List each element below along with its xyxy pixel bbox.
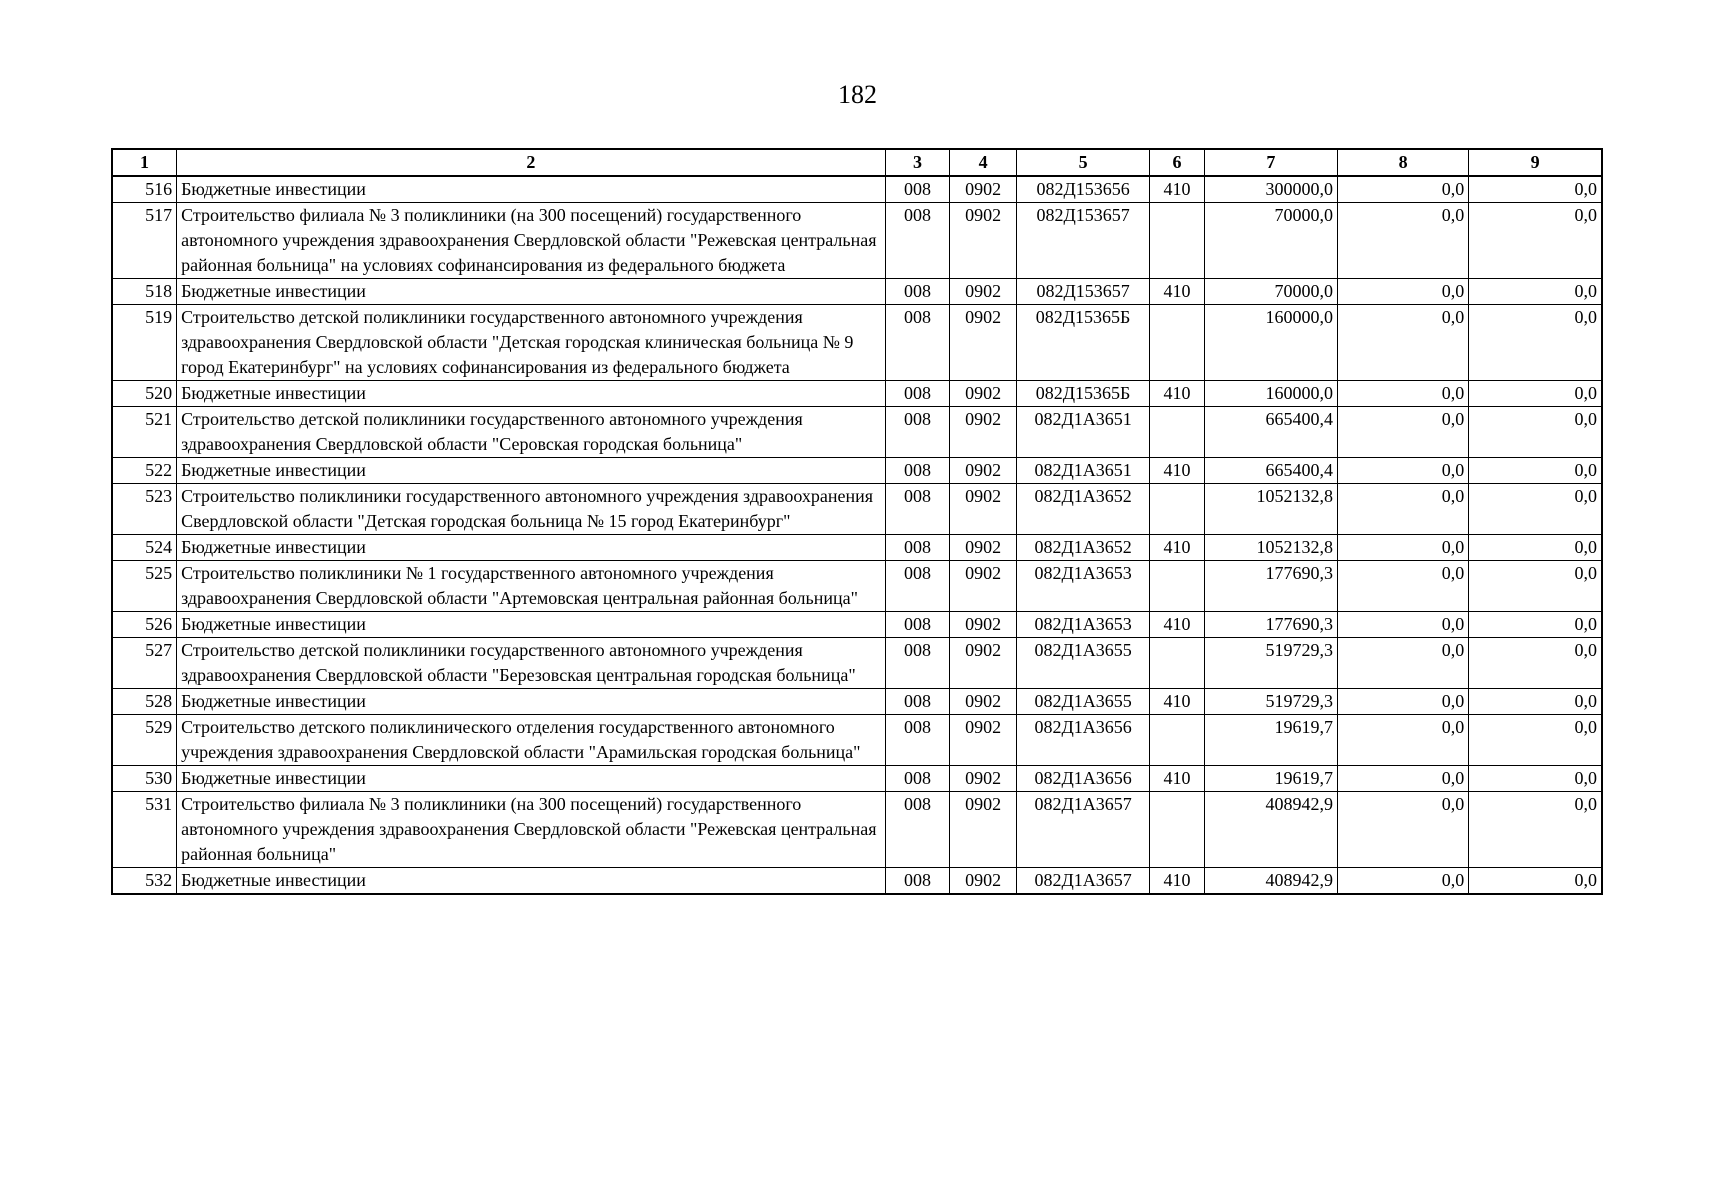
row-name: Бюджетные инвестиции xyxy=(177,868,886,895)
row-number: 523 xyxy=(112,484,177,535)
row-col-6: 410 xyxy=(1150,279,1205,305)
row-name: Бюджетные инвестиции xyxy=(177,689,886,715)
row-col-7: 70000,0 xyxy=(1204,203,1337,279)
row-col-4: 0902 xyxy=(950,792,1017,868)
row-col-9: 0,0 xyxy=(1469,766,1602,792)
row-col-3: 008 xyxy=(885,561,950,612)
row-col-8: 0,0 xyxy=(1337,305,1468,381)
row-col-9: 0,0 xyxy=(1469,868,1602,895)
table-row xyxy=(112,868,1602,895)
row-name: Бюджетные инвестиции xyxy=(177,535,886,561)
row-name: Бюджетные инвестиции xyxy=(177,458,886,484)
row-col-3: 008 xyxy=(885,535,950,561)
row-name: Строительство детской поликлиники государственного автономного учреждения здравоохранения Свердловской области "Березовская центральная городская больница" xyxy=(177,638,886,689)
row-col-7: 300000,0 xyxy=(1204,176,1337,203)
row-col-5: 082Д1А3656 xyxy=(1016,766,1149,792)
row-number: 528 xyxy=(112,689,177,715)
row-col-3: 008 xyxy=(885,766,950,792)
table-row xyxy=(112,203,1602,279)
row-col-9: 0,0 xyxy=(1469,792,1602,868)
row-col-8: 0,0 xyxy=(1337,868,1468,895)
row-col-8: 0,0 xyxy=(1337,407,1468,458)
row-name: Бюджетные инвестиции xyxy=(177,381,886,407)
row-col-4: 0902 xyxy=(950,203,1017,279)
row-col-7: 70000,0 xyxy=(1204,279,1337,305)
row-name: Строительство детской поликлиники государственного автономного учреждения здравоохранения Свердловской области "Детская городская клиническая больница № 9 город Екатеринбург" на условиях софинансирования из федерального бюджета xyxy=(177,305,886,381)
table-row xyxy=(112,535,1602,561)
row-number: 520 xyxy=(112,381,177,407)
row-col-8: 0,0 xyxy=(1337,203,1468,279)
row-col-4: 0902 xyxy=(950,279,1017,305)
row-col-8: 0,0 xyxy=(1337,561,1468,612)
row-col-6 xyxy=(1150,203,1205,279)
row-col-7: 408942,9 xyxy=(1204,868,1337,895)
table-row xyxy=(112,407,1602,458)
row-number: 519 xyxy=(112,305,177,381)
header-col-5: 5 xyxy=(1016,149,1149,176)
row-col-5: 082Д1А3652 xyxy=(1016,535,1149,561)
row-col-5: 082Д1А3656 xyxy=(1016,715,1149,766)
row-name: Строительство филиала № 3 поликлиники (на 300 посещений) государственного автономного учреждения здравоохранения Свердловской области "Режевская центральная районная больница" на условиях софинансирования из федерального бюджета xyxy=(177,203,886,279)
row-name: Строительство филиала № 3 поликлиники (на 300 посещений) государственного автономного учреждения здравоохранения Свердловской области "Режевская центральная районная больница" xyxy=(177,792,886,868)
row-col-4: 0902 xyxy=(950,868,1017,895)
row-name: Бюджетные инвестиции xyxy=(177,279,886,305)
row-col-3: 008 xyxy=(885,203,950,279)
header-col-7: 7 xyxy=(1204,149,1337,176)
row-col-8: 0,0 xyxy=(1337,535,1468,561)
header-col-2: 2 xyxy=(177,149,886,176)
row-col-8: 0,0 xyxy=(1337,176,1468,203)
table-row xyxy=(112,279,1602,305)
table-row xyxy=(112,612,1602,638)
row-col-6: 410 xyxy=(1150,535,1205,561)
table-row xyxy=(112,176,1602,203)
row-col-6: 410 xyxy=(1150,458,1205,484)
row-number: 530 xyxy=(112,766,177,792)
row-number: 525 xyxy=(112,561,177,612)
row-col-9: 0,0 xyxy=(1469,612,1602,638)
row-col-9: 0,0 xyxy=(1469,203,1602,279)
row-col-9: 0,0 xyxy=(1469,176,1602,203)
row-col-5: 082Д1А3657 xyxy=(1016,792,1149,868)
row-col-7: 1052132,8 xyxy=(1204,535,1337,561)
row-col-8: 0,0 xyxy=(1337,381,1468,407)
row-col-8: 0,0 xyxy=(1337,689,1468,715)
row-col-9: 0,0 xyxy=(1469,689,1602,715)
row-col-6: 410 xyxy=(1150,868,1205,895)
row-number: 527 xyxy=(112,638,177,689)
row-col-6 xyxy=(1150,561,1205,612)
row-col-8: 0,0 xyxy=(1337,484,1468,535)
row-name: Строительство детского поликлинического отделения государственного автономного учреждения здравоохранения Свердловской области "Арамильская городская больница" xyxy=(177,715,886,766)
row-number: 521 xyxy=(112,407,177,458)
row-col-3: 008 xyxy=(885,612,950,638)
row-col-8: 0,0 xyxy=(1337,766,1468,792)
row-col-4: 0902 xyxy=(950,535,1017,561)
row-col-3: 008 xyxy=(885,458,950,484)
row-col-5: 082Д1А3653 xyxy=(1016,561,1149,612)
row-col-6 xyxy=(1150,484,1205,535)
row-number: 522 xyxy=(112,458,177,484)
row-col-6: 410 xyxy=(1150,381,1205,407)
row-col-4: 0902 xyxy=(950,484,1017,535)
row-col-4: 0902 xyxy=(950,561,1017,612)
row-col-4: 0902 xyxy=(950,407,1017,458)
row-col-5: 082Д1А3651 xyxy=(1016,407,1149,458)
header-col-8: 8 xyxy=(1337,149,1468,176)
budget-table xyxy=(111,148,1603,895)
row-col-3: 008 xyxy=(885,792,950,868)
row-col-8: 0,0 xyxy=(1337,715,1468,766)
row-name: Строительство детской поликлиники государственного автономного учреждения здравоохранения Свердловской области "Серовская городская больница" xyxy=(177,407,886,458)
row-col-5: 082Д153656 xyxy=(1016,176,1149,203)
row-col-9: 0,0 xyxy=(1469,535,1602,561)
table-row xyxy=(112,792,1602,868)
row-col-8: 0,0 xyxy=(1337,279,1468,305)
row-number: 517 xyxy=(112,203,177,279)
row-name: Бюджетные инвестиции xyxy=(177,766,886,792)
row-col-7: 160000,0 xyxy=(1204,305,1337,381)
row-col-9: 0,0 xyxy=(1469,279,1602,305)
row-col-4: 0902 xyxy=(950,458,1017,484)
row-col-6 xyxy=(1150,715,1205,766)
row-col-4: 0902 xyxy=(950,638,1017,689)
row-col-3: 008 xyxy=(885,715,950,766)
row-col-3: 008 xyxy=(885,484,950,535)
row-col-6: 410 xyxy=(1150,766,1205,792)
row-col-3: 008 xyxy=(885,381,950,407)
row-col-3: 008 xyxy=(885,689,950,715)
table-row xyxy=(112,458,1602,484)
row-col-9: 0,0 xyxy=(1469,715,1602,766)
row-name: Строительство поликлиники № 1 государственного автономного учреждения здравоохранения Свердловской области "Артемовская центральная районная больница" xyxy=(177,561,886,612)
row-col-4: 0902 xyxy=(950,381,1017,407)
row-col-7: 177690,3 xyxy=(1204,561,1337,612)
table-row xyxy=(112,484,1602,535)
header-col-4: 4 xyxy=(950,149,1017,176)
row-col-9: 0,0 xyxy=(1469,561,1602,612)
row-col-3: 008 xyxy=(885,176,950,203)
header-col-3: 3 xyxy=(885,149,950,176)
row-col-4: 0902 xyxy=(950,715,1017,766)
row-col-3: 008 xyxy=(885,638,950,689)
table-row xyxy=(112,689,1602,715)
row-col-5: 082Д153657 xyxy=(1016,279,1149,305)
table-row xyxy=(112,561,1602,612)
row-number: 516 xyxy=(112,176,177,203)
table-row xyxy=(112,381,1602,407)
row-col-4: 0902 xyxy=(950,612,1017,638)
row-number: 532 xyxy=(112,868,177,895)
row-col-8: 0,0 xyxy=(1337,638,1468,689)
row-col-4: 0902 xyxy=(950,766,1017,792)
row-col-5: 082Д1А3652 xyxy=(1016,484,1149,535)
row-col-9: 0,0 xyxy=(1469,484,1602,535)
row-number: 526 xyxy=(112,612,177,638)
row-name: Бюджетные инвестиции xyxy=(177,176,886,203)
row-col-7: 408942,9 xyxy=(1204,792,1337,868)
header-col-9: 9 xyxy=(1469,149,1602,176)
row-name: Строительство поликлиники государственного автономного учреждения здравоохранения Свердловской области "Детская городская больница № 15 город Екатеринбург" xyxy=(177,484,886,535)
row-col-5: 082Д1А3657 xyxy=(1016,868,1149,895)
row-col-8: 0,0 xyxy=(1337,458,1468,484)
row-number: 518 xyxy=(112,279,177,305)
row-col-6 xyxy=(1150,638,1205,689)
row-col-6: 410 xyxy=(1150,689,1205,715)
row-col-9: 0,0 xyxy=(1469,381,1602,407)
table-row xyxy=(112,638,1602,689)
row-number: 524 xyxy=(112,535,177,561)
row-col-3: 008 xyxy=(885,305,950,381)
row-col-4: 0902 xyxy=(950,305,1017,381)
table-row xyxy=(112,715,1602,766)
table-header-row xyxy=(112,149,1602,176)
row-col-7: 1052132,8 xyxy=(1204,484,1337,535)
row-col-7: 19619,7 xyxy=(1204,715,1337,766)
row-col-4: 0902 xyxy=(950,689,1017,715)
row-col-6: 410 xyxy=(1150,612,1205,638)
row-col-7: 519729,3 xyxy=(1204,689,1337,715)
page-number: 182 xyxy=(838,80,877,109)
row-col-7: 160000,0 xyxy=(1204,381,1337,407)
row-col-9: 0,0 xyxy=(1469,638,1602,689)
row-col-7: 665400,4 xyxy=(1204,407,1337,458)
table-row xyxy=(112,305,1602,381)
row-number: 531 xyxy=(112,792,177,868)
row-col-6: 410 xyxy=(1150,176,1205,203)
row-col-6 xyxy=(1150,407,1205,458)
row-col-7: 665400,4 xyxy=(1204,458,1337,484)
row-col-5: 082Д1А3651 xyxy=(1016,458,1149,484)
header-col-1: 1 xyxy=(112,149,177,176)
row-col-3: 008 xyxy=(885,279,950,305)
row-col-8: 0,0 xyxy=(1337,792,1468,868)
row-col-5: 082Д1А3655 xyxy=(1016,689,1149,715)
row-col-5: 082Д15365Б xyxy=(1016,305,1149,381)
row-col-6 xyxy=(1150,305,1205,381)
row-col-4: 0902 xyxy=(950,176,1017,203)
row-col-3: 008 xyxy=(885,407,950,458)
row-col-7: 177690,3 xyxy=(1204,612,1337,638)
row-col-9: 0,0 xyxy=(1469,305,1602,381)
row-col-5: 082Д1А3655 xyxy=(1016,638,1149,689)
row-col-9: 0,0 xyxy=(1469,458,1602,484)
table-row xyxy=(112,766,1602,792)
row-col-7: 19619,7 xyxy=(1204,766,1337,792)
row-name: Бюджетные инвестиции xyxy=(177,612,886,638)
header-col-6: 6 xyxy=(1150,149,1205,176)
row-col-8: 0,0 xyxy=(1337,612,1468,638)
row-col-6 xyxy=(1150,792,1205,868)
row-col-7: 519729,3 xyxy=(1204,638,1337,689)
row-number: 529 xyxy=(112,715,177,766)
row-col-5: 082Д1А3653 xyxy=(1016,612,1149,638)
row-col-9: 0,0 xyxy=(1469,407,1602,458)
row-col-5: 082Д153657 xyxy=(1016,203,1149,279)
row-col-3: 008 xyxy=(885,868,950,895)
row-col-5: 082Д15365Б xyxy=(1016,381,1149,407)
